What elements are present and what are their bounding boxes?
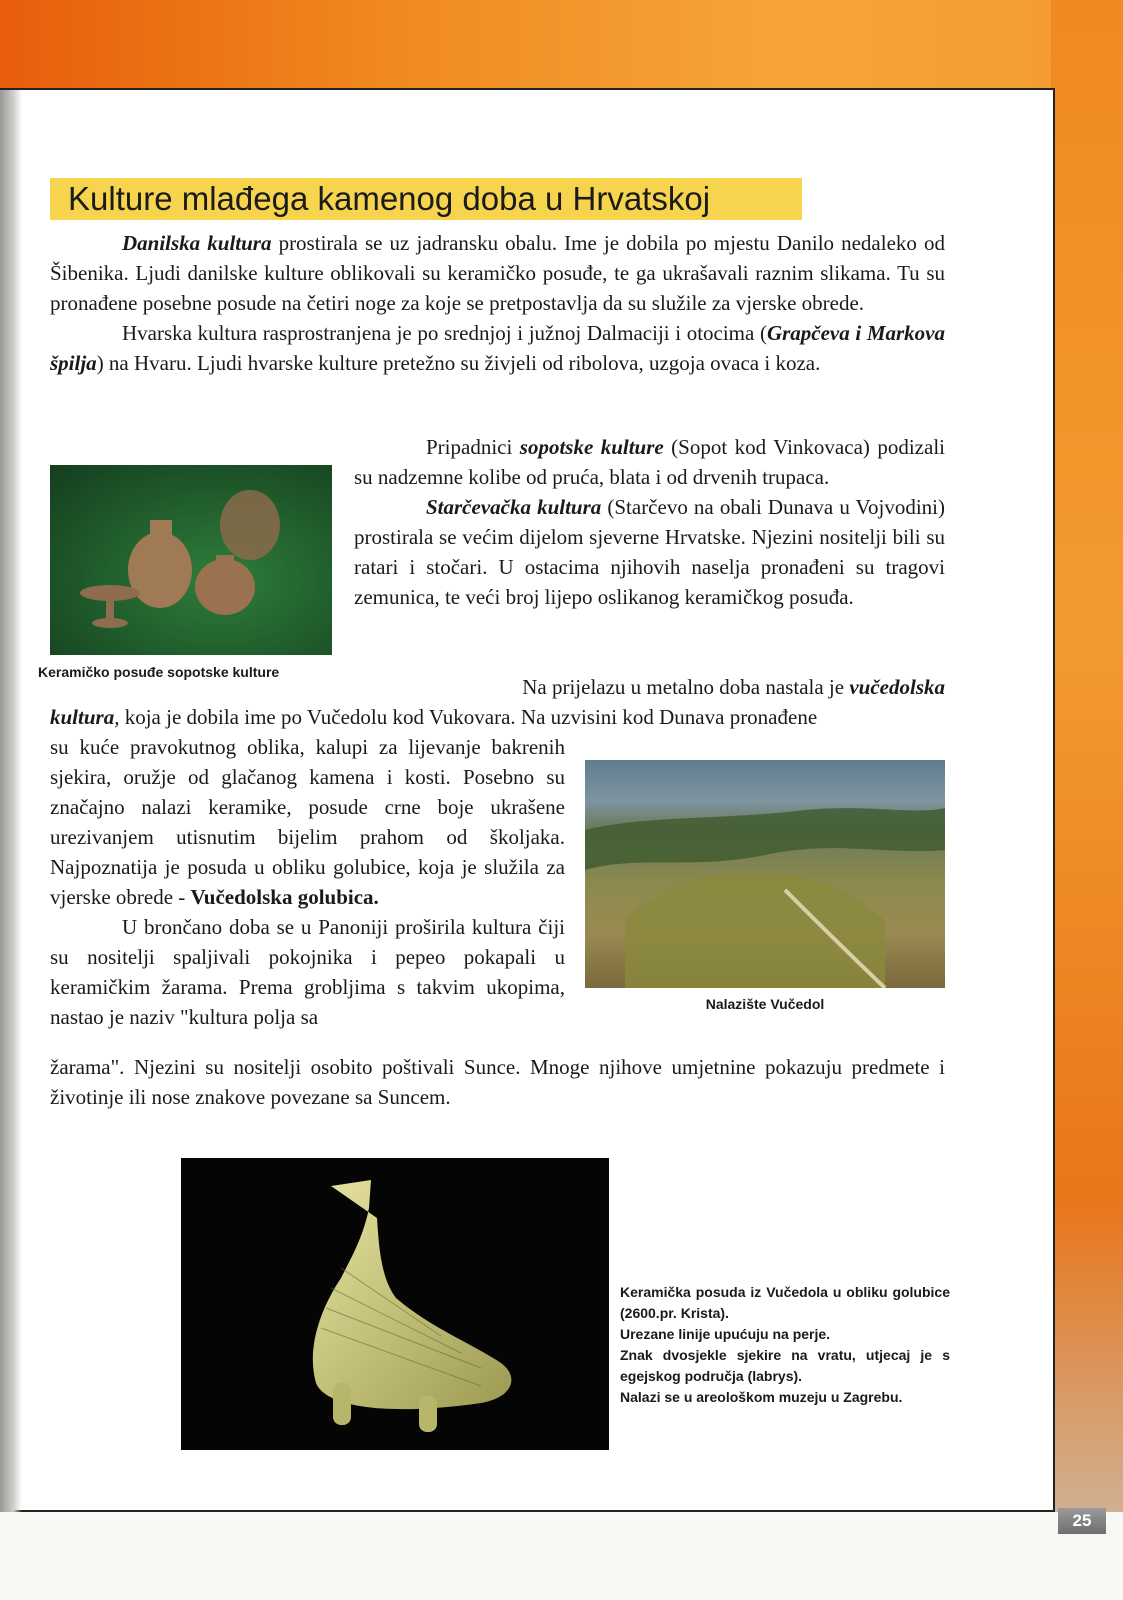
paragraph-text: Pripadnici [426,435,520,459]
paragraph-text: ) na Hvaru. Ljudi hvarske kulture pretežno su živjeli od ribolova, uzgoja ovaca i koza. [96,351,821,375]
paragraph-vucedolska-body [50,732,565,912]
paragraph-broncano [50,912,565,1032]
photo-sopot-pottery [50,465,332,655]
term-grapceva: Grapčeva i Markova špilja [50,321,945,375]
caption-dove-line1: Keramička posuda iz Vučedola u obliku golubice (2600.pr. Krista). [620,1284,950,1321]
paragraph-text: žarama". Njezini su nositelji osobito poštivali Sunce. Mnoge njihove umjetnine pokazuju predmete i životinje ili nose znakove povezane sa Suncem. [50,1055,945,1109]
paragraph-text: (Starčevo na obali Dunava u Vojvodini) prostirala se većim dijelom sjeverne Hrvatske. Njezini nositelji bili su ratari i stočari. U ostacima njihovih naselja pronađeni su tragovi zemunica, te veći broj lijepo oslikanog keramičkog posuđa. [354,495,945,609]
caption-dove-line4: Nalazi se u areološkom muzeju u Zagrebu. [620,1389,903,1405]
text-block-top [50,228,945,378]
paragraph-broncano-end [50,1052,945,1112]
photo-vucedol-dove [181,1158,609,1450]
caption-dove-line2: Urezane linije upućuju na perje. [620,1326,831,1342]
photo-vucedol-site [585,760,945,988]
text-block-left-column [50,732,565,1032]
text-block-right [354,432,945,612]
caption-sopot: Keramičko posuđe sopotske kulture [38,664,280,680]
binding-shadow [0,90,22,1600]
paragraph-text: Hvarska kultura rasprostranjena je po srednjoj i južnoj Dalmaciji i otocima ( [122,321,767,345]
caption-dove [620,1282,950,1408]
bottom-margin [0,1512,1123,1600]
paragraph-vucedolska-line2 [50,702,945,732]
paragraph-text: su kuće pravokutnog oblika, kalupi za lijevanje bakrenih sjekira, oružje od glačanog kamena i kosti. Posebno su značajno nalazi keramike, posude crne boje ukrašene urezivanjem utisnutim bijelim prahom od školjaka. Najpoznatija je posuda u obliku golubice, koja je služila za vjerske obrede - [50,735,565,909]
paragraph-text: prostirala se uz jadransku obalu. Ime je dobila po mjestu Danilo nedaleko od Šibenika. Ljudi danilske kulture oblikovali su keramičko posuđe, te ga ukrašavali raznim slikama. Tu su pronađene posebne posude na četiri noge za koje se pretpostavlja da su služile za vjerske obrede. [50,231,945,315]
caption-dove-line3: Znak dvosjekle sjekire na vratu, utjecaj je s egejskog područja (labrys). [620,1347,950,1384]
term-starcevacka: Starčevačka kultura [426,495,602,519]
paragraph-text: (Sopot kod Vinkovaca) podizali su nadzemne kolibe od pruća, blata i od drvenih trupaca. [354,435,945,489]
paragraph-text: Na prijelazu u metalno doba nastala je [522,675,850,699]
term-vucedolska-golubica: Vučedolska golubica. [190,885,379,909]
paragraph-danilska [50,228,945,318]
paragraph-vucedolska-start [426,672,945,702]
pottery-illustration [50,465,332,655]
decorative-orange-side [1051,0,1123,1600]
term-danilska: Danilska kultura [122,231,272,255]
paragraph-text: , koja je dobila ime po Vučedolu kod Vukovara. Na uzvisini kod Dunava pronađene [114,705,818,729]
page-number: 25 [1058,1508,1106,1534]
term-kultura: kultura [50,705,115,729]
paragraph-sopotska [354,432,945,492]
decorative-orange-band [0,0,1123,90]
term-sopotska: sopotske kulture [519,435,664,459]
paragraph-text: U brončano doba se u Panoniji proširila kultura čiji su nositelji spaljivali pokojnika i pepeo pokapali u keramičkim žarama. Prema grobljima s takvim ukopima, nastao je naziv "kultura polja sa [50,915,565,1029]
caption-vucedol-site: Nalazište Vučedol [705,996,825,1012]
dove-vessel-illustration [181,1158,609,1450]
term-vucedolska: vučedolska [849,675,945,699]
section-heading: Kulture mlađega kamenog doba u Hrvatskoj [50,178,802,220]
landscape-illustration [585,760,945,988]
paragraph-starcevacka [354,492,945,612]
paragraph-hvarska [50,318,945,378]
